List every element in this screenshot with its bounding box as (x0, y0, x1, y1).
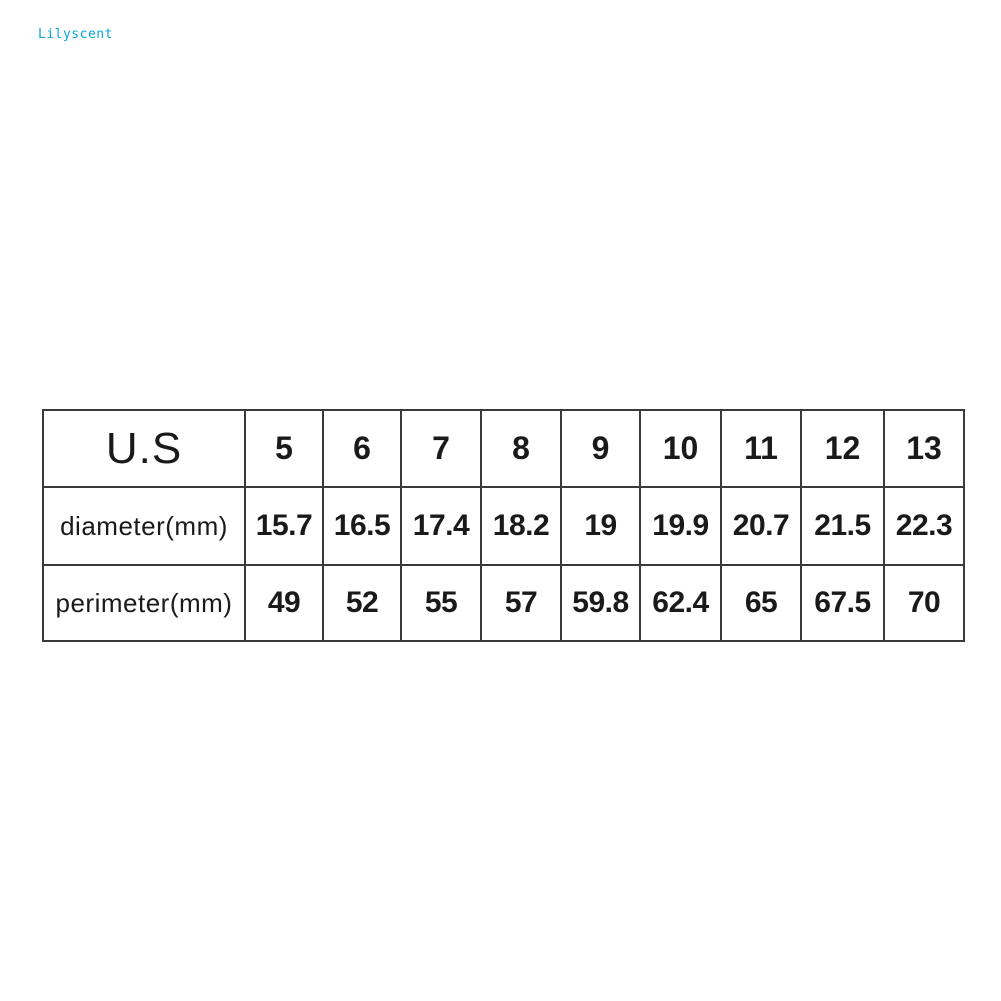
size-cell: 9 (561, 410, 640, 487)
perimeter-cell: 70 (884, 565, 964, 641)
diameter-cell: 20.7 (721, 487, 801, 565)
us-size-label: U.S (43, 410, 245, 487)
perimeter-cell: 59.8 (561, 565, 640, 641)
perimeter-cell: 57 (481, 565, 561, 641)
diameter-cell: 22.3 (884, 487, 964, 565)
diameter-cell: 15.7 (245, 487, 323, 565)
size-cell: 6 (323, 410, 401, 487)
brand-logo-text: Lilyscent (38, 27, 113, 42)
size-cell: 13 (884, 410, 964, 487)
perimeter-cell: 65 (721, 565, 801, 641)
perimeter-cell: 67.5 (801, 565, 884, 641)
table-row-perimeter (43, 565, 964, 641)
diameter-cell: 19 (561, 487, 640, 565)
diameter-cell: 18.2 (481, 487, 561, 565)
size-cell: 8 (481, 410, 561, 487)
diameter-cell: 16.5 (323, 487, 401, 565)
diameter-cell: 19.9 (640, 487, 721, 565)
perimeter-cell: 62.4 (640, 565, 721, 641)
size-cell: 12 (801, 410, 884, 487)
ring-size-chart-table (42, 409, 965, 642)
diameter-cell: 21.5 (801, 487, 884, 565)
perimeter-cell: 55 (401, 565, 481, 641)
perimeter-cell: 49 (245, 565, 323, 641)
diameter-cell: 17.4 (401, 487, 481, 565)
table-header-row (43, 410, 964, 487)
size-cell: 10 (640, 410, 721, 487)
size-cell: 5 (245, 410, 323, 487)
size-cell: 7 (401, 410, 481, 487)
size-cell: 11 (721, 410, 801, 487)
perimeter-label: perimeter(mm) (43, 565, 245, 641)
table-row-diameter (43, 487, 964, 565)
perimeter-cell: 52 (323, 565, 401, 641)
diameter-label: diameter(mm) (43, 487, 245, 565)
